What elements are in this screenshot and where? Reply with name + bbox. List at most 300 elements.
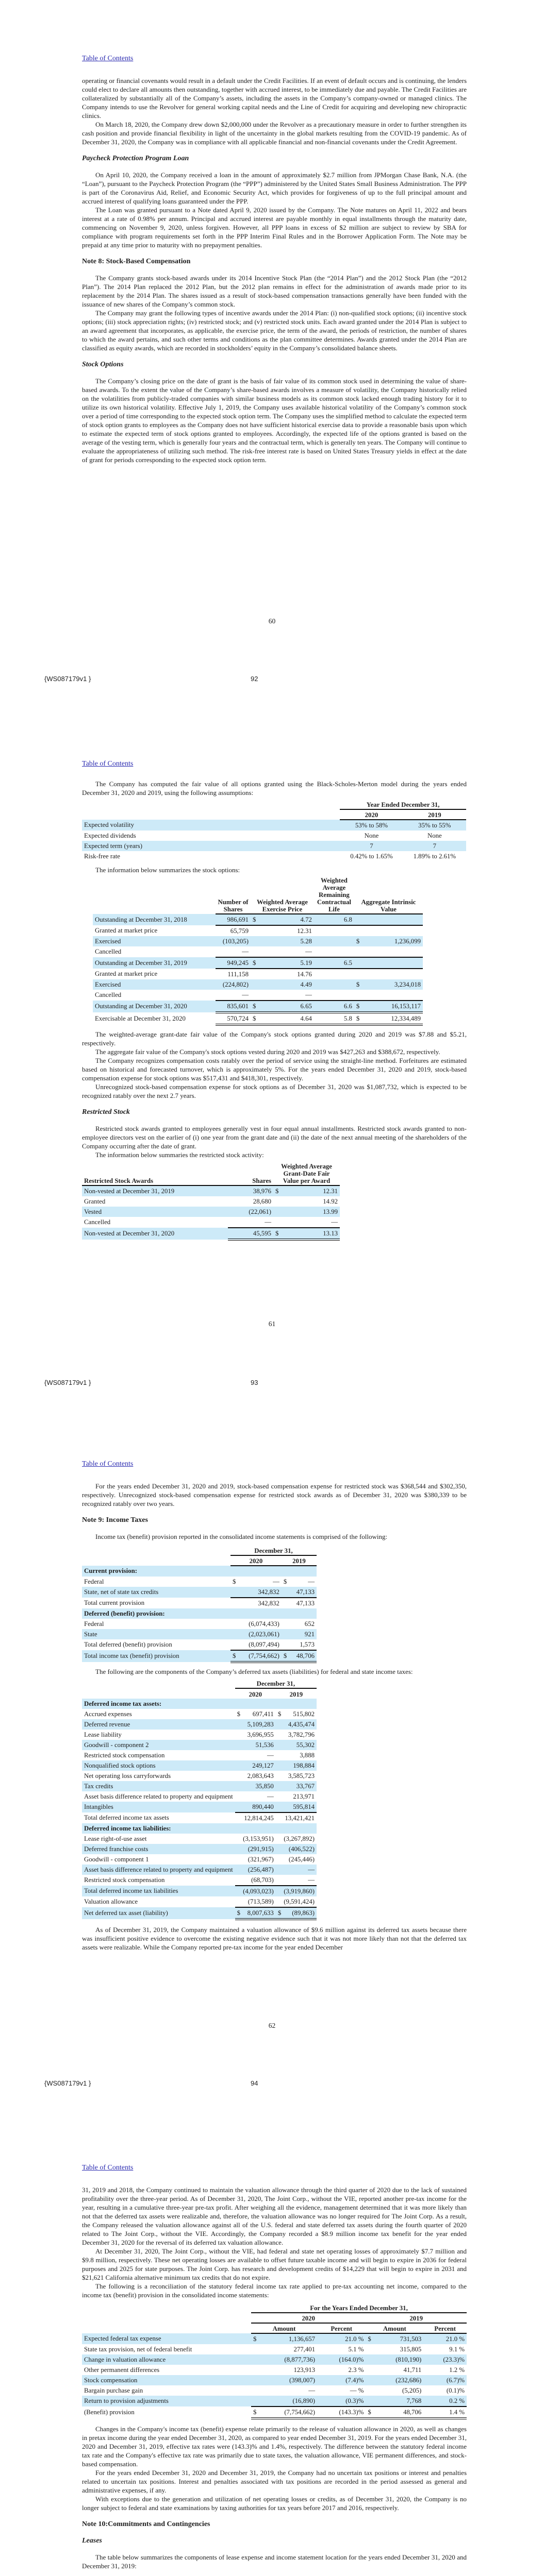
paragraph: The Company grants stock-based awards under its 2014 Incentive Stock Plan (the “2014 Plan”) and the 2012 Stock Plan (the “2012 Plan”). The 2014 Plan replaced the 2012 Plan, but the 2012 plan remains in effect for the administration of awards made prior to its replacement by the 2014 Plan. The shares issued as a result of stock-based compensation transactions generally have been funded with the issuance of new shares of the Company’s common stock.: [82, 274, 467, 308]
cell-value: (321,967): [248, 1855, 274, 1863]
cell-value: (16,890): [258, 2396, 317, 2406]
table-of-contents-link[interactable]: Table of Contents: [82, 760, 134, 768]
currency-symbol: [276, 1781, 282, 1791]
currency-symbol: $: [251, 957, 258, 969]
cell-value: 1,136,657: [258, 2333, 317, 2344]
currency-symbol: [235, 1740, 241, 1750]
currency-symbol: [235, 1875, 241, 1886]
cell-value: (291,915): [241, 1844, 276, 1854]
table-row: [82, 1566, 317, 1577]
stock-options-text: [82, 377, 467, 464]
currency-symbol: [235, 1854, 241, 1865]
paragraph: For the years ended December 31, 2020 and 2019, stock-based compensation expense for restricted stock was $368,544 and $302,350, respectively. Unrecognized stock-based compensation expense for restricted stock awards as of December 31, 2020 was $380,339 to be recognized ratably over two years.: [82, 1482, 467, 1507]
cell-value: 6.6: [314, 1001, 354, 1012]
cell-value: [238, 1566, 282, 1577]
table-row: [82, 1812, 317, 1823]
cell-value: 213,971: [293, 1792, 315, 1800]
currency-symbol: $: [251, 2406, 258, 2418]
cell-value: 7: [403, 841, 466, 851]
column-header: Aggregate Intrinsic Value: [354, 876, 423, 914]
paragraph: 31, 2019 and 2018, the Company continued to maintain the valuation allowance through the third quarter of 2020 due to the lack of sustained profitability over the three-year period. As of December 31, 2020, The Joint Corp., without the VIE, reported another pre-tax income for the year, resulting in a cumulative three-year pre-tax profit. After weighing all the evidence, management determined that it was more likely than not that the deferred tax assets were realizable and, therefore, the valuation allowance was no longer required for The Joint Corp. As a result, the Company released the valuation allowance against all of the U.S. federal and state deferred tax assets during the fourth quarter of 2020 related to The Joint Corp., without the VIE. Accordingly, the Company recorded a $8.9 million income tax benefit for the year ended December 31, 2020 for the reversal of its deferred tax valuation allowance.: [82, 2186, 467, 2246]
currency-symbol: [235, 1802, 241, 1812]
paragraph: The table below summarizes the components of lease expense and income statement location for the years ended December 31, 2020 and December 31, 2019:: [82, 2553, 467, 2570]
cell-value: (8,097,494): [238, 1639, 282, 1650]
cell-value: (7,754,662): [238, 1650, 282, 1662]
table-row: [82, 2344, 467, 2354]
cell-value: 342,832: [238, 1587, 282, 1598]
column-header: Weighted Average Exercise Price: [251, 876, 314, 914]
cell-value: (256,487): [241, 1865, 276, 1875]
currency-symbol: [273, 1196, 281, 1207]
cell-value: 5.8: [314, 1012, 354, 1025]
cell-value: — %: [350, 2386, 364, 2394]
cell-value: 35,850: [241, 1781, 276, 1791]
column-header: 2020: [249, 1691, 262, 1698]
cell-value: 3,782,796: [288, 1731, 315, 1738]
footer-page-number: 93: [251, 1379, 258, 1386]
cell-value: [289, 1608, 317, 1619]
table-row: [82, 1781, 317, 1791]
table-row: [82, 820, 466, 831]
table-row: [82, 1875, 317, 1886]
cell-value: [241, 1823, 276, 1834]
table-row: [82, 1699, 317, 1709]
currency-symbol: [251, 2385, 258, 2396]
column-header: December 31,: [230, 1545, 317, 1555]
page-63: [0, 2092, 544, 2576]
paragraph: Unrecognized stock-based compensation expense for stock options as of December 31, 2020 was $1,087,732, which is expected to be recognized ratably over the next 2.7 years.: [82, 1083, 467, 1099]
cell-value: (6.7)%: [423, 2375, 467, 2385]
cell-value: 48,706: [289, 1650, 317, 1662]
currency-symbol: [235, 1812, 241, 1823]
currency-symbol: [235, 1791, 241, 1802]
cell-value: 3,888: [300, 1751, 315, 1759]
cell-value: 6.65: [258, 1001, 314, 1012]
currency-symbol: [230, 1629, 238, 1639]
cell-value: [361, 990, 423, 1001]
cell-value: 2.3 %: [348, 2366, 364, 2374]
column-header: Restricted Stock Awards: [82, 1162, 228, 1185]
currency-symbol: [235, 1750, 241, 1760]
cell-value: 1,236,099: [361, 936, 423, 946]
table-row: [82, 1217, 340, 1228]
row-label: (Benefit) provision: [84, 2409, 135, 2416]
currency-symbol: [276, 1771, 282, 1781]
cell-value: 3,234,018: [361, 979, 423, 990]
paragraph: The following are the components of the Company’s deferred tax assets (liabilities) for federal and state income taxes:: [95, 1668, 413, 1675]
cell-value: (4,093,023): [241, 1886, 276, 1896]
row-label: Current provision:: [82, 1566, 230, 1577]
row-label: Restricted stock compensation: [84, 1876, 165, 1884]
table-row: [93, 969, 423, 979]
table-row: [82, 1854, 317, 1865]
currency-symbol: [235, 1781, 241, 1791]
cell-value: (164.0)%: [317, 2354, 366, 2365]
cell-value: 41,711: [403, 2366, 422, 2374]
table-row: [82, 1791, 317, 1802]
cell-value: (0.3)%: [317, 2396, 366, 2406]
cell-value: 3,585,723: [288, 1772, 315, 1780]
cell-value: (3,267,892): [284, 1835, 315, 1842]
currency-symbol: [276, 1760, 282, 1771]
table-row: [82, 841, 466, 851]
currency-symbol: [235, 1823, 241, 1834]
currency-symbol: [276, 1875, 282, 1886]
paragraph: The following is a reconciliation of the statutory federal income tax rate applied to pre-tax accounting net income, compared to the income tax (benefit) provision in the consolidated income statements:: [82, 2282, 467, 2299]
cell-value: (5,205): [402, 2386, 422, 2394]
cell-value: None: [364, 832, 379, 839]
tax-reconciliation-table: [82, 2302, 467, 2419]
row-label: Cancelled: [84, 1218, 111, 1226]
cell-value: [361, 925, 423, 936]
page-60: [0, 0, 544, 690]
table-row: [82, 1750, 317, 1760]
currency-symbol: $: [354, 1012, 361, 1025]
page-61-content: [82, 779, 467, 1241]
cell-value: 570,724: [216, 1012, 251, 1025]
currency-symbol: $: [282, 1650, 289, 1662]
cell-value: [314, 925, 354, 936]
column-header: 2019: [403, 809, 466, 820]
cell-value: —: [273, 1578, 279, 1585]
cell-value: (7.4)%: [317, 2375, 366, 2385]
page-number: 62: [268, 2022, 276, 2029]
restricted-stock-heading: Restricted Stock: [82, 1108, 130, 1116]
cell-value: 16,153,117: [361, 1001, 423, 1012]
cell-value: 249,127: [241, 1760, 276, 1771]
cell-value: 21.0 %: [317, 2333, 366, 2344]
cell-value: 4,435,474: [282, 1719, 317, 1730]
currency-symbol: [354, 990, 361, 1001]
paragraph: The Company recognizes compensation costs ratably over the period of service using the straight-line method. Forfeitures are estimated based on historical and forecasted turnover, which is approximately 5%. For the years ended December 31, 2020 and 2019, stock-based compensation expense for stock options was $517,431 and $418,301, respectively.: [82, 1057, 467, 1082]
row-label: Expected federal tax expense: [82, 2333, 251, 2344]
table-of-contents-link[interactable]: Table of Contents: [82, 55, 134, 62]
cell-value: [282, 1823, 317, 1834]
cell-value: (0.1)%: [446, 2386, 465, 2394]
row-label: Tax credits: [82, 1781, 235, 1791]
table-row: [93, 1012, 423, 1025]
page-61: [0, 690, 544, 1394]
currency-symbol: [276, 1750, 282, 1760]
options-paragraphs: [82, 1030, 467, 1100]
currency-symbol: [273, 1207, 281, 1217]
cell-value: 1.4 %: [423, 2406, 467, 2418]
column-header: Number of Shares: [216, 876, 251, 914]
paragraph: operating or financial covenants would result in a default under the Credit Facilities. If an event of default occurs and is continuing, the lenders could elect to declare all amounts then outstanding, together with accrued interest, to be immediately due and payable. The Credit Facilities are collateralized by substantially all of the Company’s assets, including the assets in the Company’s company-owned or managed clinics. The Company intends to use the Revolver for general working capital needs and the Line of Credit for acquiring and developing new chiropractic clinics.: [82, 77, 467, 120]
paragraph: At December 31, 2020, The Joint Corp., without the VIE, had federal and state net operating losses of approximately $7.7 million and $9.8 million, respectively. These net operating losses are available to offset future taxable income and will begin to expire in 2036 for federal purposes and 2025 for state purposes. The Joint Corp. has research and development credits of $14,229 that will begin to expire in 2031 and $21,621 California alternative minimum tax credits that do not expire.: [82, 2247, 467, 2281]
currency-symbol: [235, 1886, 241, 1896]
cell-value: 8,007,633: [241, 1907, 276, 1919]
currency-symbol: [276, 1896, 282, 1907]
stock-options-table: [93, 876, 423, 1026]
cell-value: (68,703): [241, 1875, 276, 1886]
row-label: Total deferred (benefit) provision: [84, 1641, 172, 1648]
currency-symbol: [276, 1844, 282, 1854]
table-row: [93, 946, 423, 957]
table-row: [82, 1619, 317, 1629]
assumptions-table: [82, 799, 466, 861]
currency-symbol: [282, 1639, 289, 1650]
row-label: Asset basis difference related to property and equipment: [82, 1865, 235, 1875]
currency-symbol: [251, 979, 258, 990]
cell-value: 6.5: [314, 957, 354, 969]
row-label: Expected dividends: [84, 832, 136, 839]
cell-value: 342,832: [258, 1599, 279, 1607]
column-header: Shares: [228, 1162, 273, 1185]
cell-value: 595,814: [282, 1802, 317, 1812]
table-row: [82, 1650, 317, 1662]
cell-value: 123,913: [293, 2366, 316, 2374]
currency-symbol: [366, 2385, 373, 2396]
cell-value: 1.89% to 2.61%: [413, 852, 456, 860]
cell-value: 55,302: [282, 1740, 317, 1750]
page-63-content: [82, 2185, 467, 2570]
document-id: {WS087179v1 }: [44, 675, 91, 683]
table-row: [82, 1760, 317, 1771]
row-label: Goodwill - component 1: [84, 1855, 149, 1863]
currency-symbol: [235, 1865, 241, 1875]
table-of-contents-link[interactable]: Table of Contents: [82, 1460, 134, 1468]
paragraph: The Company may grant the following types of incentive awards under the 2014 Plan: (i) non-qualified stock options; (ii) incentive stock options; (iii) stock appreciation rights; (iv) restricted stock; and (v) restricted stock units. Each award granted under the 2014 Plan is subject to an award agreement that incorporates, as applicable, the exercise price, the term of the award, the periods of restriction, the number of shares to which the award pertains, and such other terms and conditions as the plan committee determines. Awards granted under the 2014 Plan are classified as equity awards, which are recorded in stockholders’ equity in the Company’s consolidated balance sheets.: [82, 309, 467, 352]
cell-value: —: [281, 1217, 340, 1228]
table-row: [82, 2333, 467, 2344]
cell-value: 2,083,643: [247, 1772, 274, 1780]
row-label: Net deferred tax asset (liability): [82, 1907, 235, 1919]
row-label: Outstanding at December 31, 2020: [93, 1001, 216, 1012]
table-row: [82, 1207, 340, 1217]
row-label: Vested: [82, 1207, 228, 1217]
currency-symbol: [276, 1719, 282, 1730]
row-label: Stock compensation: [82, 2375, 251, 2385]
paragraph: The Company has computed the fair value of all options granted using the Black-Scholes-Merton model during the years ended December 31, 2020 and 2019, using the following assumptions:: [82, 780, 467, 796]
footer-page-number: 92: [251, 675, 258, 683]
cell-value: [361, 946, 423, 957]
cell-value: 48,706: [373, 2406, 423, 2418]
row-label: Exercised: [93, 979, 216, 990]
currency-symbol: [235, 1719, 241, 1730]
currency-symbol: $: [283, 1578, 287, 1585]
currency-symbol: [230, 1598, 238, 1608]
row-label: Deferred (benefit) provision:: [82, 1608, 230, 1619]
row-label: Exercised: [93, 936, 216, 946]
cell-value: (103,205): [216, 936, 251, 946]
page-number: 60: [268, 617, 276, 625]
cell-value: 198,884: [282, 1760, 317, 1771]
table-row: [82, 1844, 317, 1854]
cell-value: 4.72: [258, 914, 314, 925]
row-label: Total deferred income tax liabilities: [82, 1886, 235, 1896]
cell-value: [361, 914, 423, 925]
table-row: [93, 979, 423, 990]
row-label: Expected term (years): [82, 841, 340, 851]
cell-value: (89,863): [282, 1907, 317, 1919]
cell-value: 35% to 55%: [403, 820, 466, 831]
restricted-expense-text: [82, 1482, 467, 1508]
leases-text: [82, 2553, 467, 2570]
cell-value: 890,440: [241, 1802, 276, 1812]
table-row: [82, 851, 466, 861]
cell-value: 7,768: [373, 2396, 423, 2406]
table-row: [82, 1740, 317, 1750]
cell-value: 1,573: [289, 1639, 317, 1650]
row-label: Net operating loss carryforwards: [84, 1772, 171, 1780]
currency-symbol: [251, 936, 258, 946]
cell-value: 14.92: [323, 1197, 338, 1205]
currency-symbol: [276, 1730, 282, 1740]
table-row: [93, 925, 423, 936]
row-label: Cancelled: [95, 991, 122, 998]
cell-value: 1.2 %: [449, 2366, 465, 2374]
row-label: Asset basis difference related to property and equipment: [84, 1792, 233, 1800]
row-label: Granted: [84, 1197, 106, 1205]
currency-symbol: [276, 1834, 282, 1844]
cell-value: 9.1 %: [449, 2345, 465, 2353]
row-label: Federal: [84, 1578, 104, 1585]
table-row: [82, 1639, 317, 1650]
currency-symbol: $: [354, 1001, 361, 1012]
currency-symbol: [251, 946, 258, 957]
paragraph: With exceptions due to the generation and utilization of net operating losses or credits, as of December 31, 2020, the Company is no longer subject to federal and state examinations by taxing authorities for tax years before 2017 and 2016, respectively.: [82, 2495, 467, 2512]
cell-value: (398,007): [258, 2375, 317, 2385]
tax-rate-text: [82, 2425, 467, 2512]
deferred-tax-table: [82, 1678, 317, 1920]
currency-symbol: $: [235, 1907, 241, 1919]
page-62: [0, 1394, 544, 2092]
table-row: [93, 990, 423, 1001]
row-label: Valuation allowance: [84, 1898, 138, 1905]
column-header: 2019: [366, 2313, 467, 2323]
paragraph: The Company’s closing price on the date of grant is the basis of fair value of its common stock used in determining the value of share-based awards. To the extent the value of the Company’s share-based awards involves a measure of volatility, the Company historically relied on the volatilities from publicly-traded companies with similar business models as its common stock lacked enough trading history for it to utilize its own historical volatility. Effective July 1, 2019, the Company uses available historical volatility of the Company’s common stock over a period of time corresponding to the expected stock option term. The Company uses the simplified method to calculate the expected term of stock option grants to employees as the Company does not have sufficient historical exercise data to provide a reasonable basis upon which to estimate the expected term of stock options granted to employees. Accordingly, the expected life of the options granted is based on the average of the vesting term, which is generally four years and the contractual term, which is generally ten years. The Company will continue to evaluate the appropriateness of utilizing such method. The risk-free interest rate is based on United States Treasury yields in effect at the date of grant for periods corresponding to the expected stock option term.: [82, 377, 467, 464]
paragraph: As of December 31, 2019, the Company maintained a valuation allowance of $9.6 million against its deferred tax assets because there was insufficient positive evidence to overcome the existing negative evidence such that it was not more likely than not that the deferred tax assets were realizable. While the Company reported pre-tax income for the year ended December: [82, 1926, 467, 1951]
table-row: [93, 936, 423, 946]
currency-symbol: [282, 1619, 289, 1629]
paragraph: Income tax (benefit) provision reported in the consolidated income statements is comprised of the following:: [95, 1533, 388, 1540]
cell-value: 13,421,421: [285, 1814, 315, 1822]
valuation-allowance-text: [82, 1925, 467, 1952]
row-label: Deferred franchise costs: [82, 1844, 235, 1854]
cell-value: —: [267, 1792, 274, 1800]
cell-value: 47,133: [289, 1587, 317, 1598]
column-header: 2020: [251, 2313, 366, 2323]
table-row: [82, 1823, 317, 1834]
currency-symbol: [276, 1740, 282, 1750]
table-row: [82, 1608, 317, 1619]
cell-value: 12,814,245: [244, 1814, 274, 1822]
paragraph: The aggregate fair value of the Company's stock options vested during 2020 and 2019 was $427,263 and $388,672, respectively.: [95, 1048, 440, 1056]
currency-symbol: [251, 2396, 258, 2406]
cell-value: (2,023,061): [238, 1629, 282, 1639]
currency-symbol: $: [354, 979, 361, 990]
row-label: Goodwill - component 2: [82, 1740, 235, 1750]
cell-value: 45,595: [228, 1228, 273, 1240]
row-label: Deferred income tax assets:: [82, 1699, 235, 1709]
currency-symbol: [366, 2365, 373, 2375]
cell-value: [314, 990, 354, 1001]
row-label: Return to provision adjustments: [82, 2396, 251, 2406]
table-row: [82, 2406, 467, 2418]
row-label: Risk-free rate: [84, 852, 120, 860]
cell-value: 53% to 58%: [340, 820, 403, 831]
cell-value: [314, 946, 354, 957]
cell-value: 835,601: [216, 1001, 251, 1012]
column-header: 2020: [340, 809, 403, 820]
cell-value: —: [308, 1578, 315, 1585]
cell-value: —: [282, 1865, 317, 1875]
currency-symbol: $: [230, 1650, 238, 1662]
table-row: [82, 1865, 317, 1875]
currency-symbol: [276, 1886, 282, 1896]
currency-symbol: [366, 2396, 373, 2406]
column-header: December 31,: [235, 1678, 317, 1688]
currency-symbol: [276, 1823, 282, 1834]
cell-value: —: [216, 946, 251, 957]
table-row: [82, 1802, 317, 1812]
cell-value: —: [228, 1217, 273, 1228]
cell-value: (713,589): [241, 1896, 276, 1907]
currency-symbol: [230, 1587, 238, 1598]
column-header: Amount: [251, 2323, 317, 2333]
cell-value: 7: [340, 841, 403, 851]
currency-symbol: [282, 1587, 289, 1598]
cell-value: 4.64: [258, 1012, 314, 1025]
table-row: [82, 1719, 317, 1730]
note8-heading: Note 8: Stock-Based Compensation: [82, 258, 191, 265]
income-tax-provision-table: [82, 1545, 317, 1663]
currency-symbol: $: [237, 1710, 241, 1718]
currency-symbol: [354, 946, 361, 957]
table-row: [82, 1185, 340, 1196]
currency-symbol: $: [251, 1001, 258, 1012]
options-intro: [82, 866, 467, 874]
cell-value: 5,109,283: [241, 1719, 276, 1730]
cell-value: 3,696,955: [247, 1731, 274, 1738]
cell-value: 515,802: [293, 1710, 315, 1718]
currency-symbol: $: [277, 1710, 282, 1718]
currency-symbol: [251, 2354, 258, 2365]
currency-symbol: [251, 990, 258, 1001]
table-row: [82, 1730, 317, 1740]
column-header: 2019: [289, 1691, 303, 1698]
table-of-contents-link[interactable]: Table of Contents: [82, 2164, 134, 2172]
currency-symbol: $: [251, 2333, 258, 2344]
cell-value: 33,767: [282, 1781, 317, 1791]
column-header: Percent: [423, 2323, 467, 2333]
table-row: [82, 1709, 317, 1719]
cell-value: (232,686): [373, 2375, 423, 2385]
currency-symbol: [230, 1619, 238, 1629]
currency-symbol: $: [251, 1012, 258, 1025]
currency-symbol: $: [273, 1185, 281, 1196]
cell-value: [314, 969, 354, 979]
cell-value: —: [267, 1751, 274, 1759]
cell-value: 949,245: [216, 957, 251, 969]
cell-value: 315,805: [400, 2345, 422, 2353]
currency-symbol: $: [273, 1228, 281, 1240]
table-row: [82, 1196, 340, 1207]
cell-value: 65,759: [230, 927, 249, 935]
cell-value: [289, 1566, 317, 1577]
cell-value: [238, 1608, 282, 1619]
cell-value: —: [216, 990, 251, 1001]
cell-value: 4.49: [258, 979, 314, 990]
cell-value: [361, 969, 423, 979]
column-header: Weighted Average Remaining Contractual Life: [314, 876, 354, 914]
currency-symbol: [276, 1812, 282, 1823]
row-label: Total income tax (benefit) provision: [82, 1650, 230, 1662]
currency-symbol: [276, 1854, 282, 1865]
table-row: [82, 2354, 467, 2365]
row-label: Expected volatility: [82, 820, 340, 831]
